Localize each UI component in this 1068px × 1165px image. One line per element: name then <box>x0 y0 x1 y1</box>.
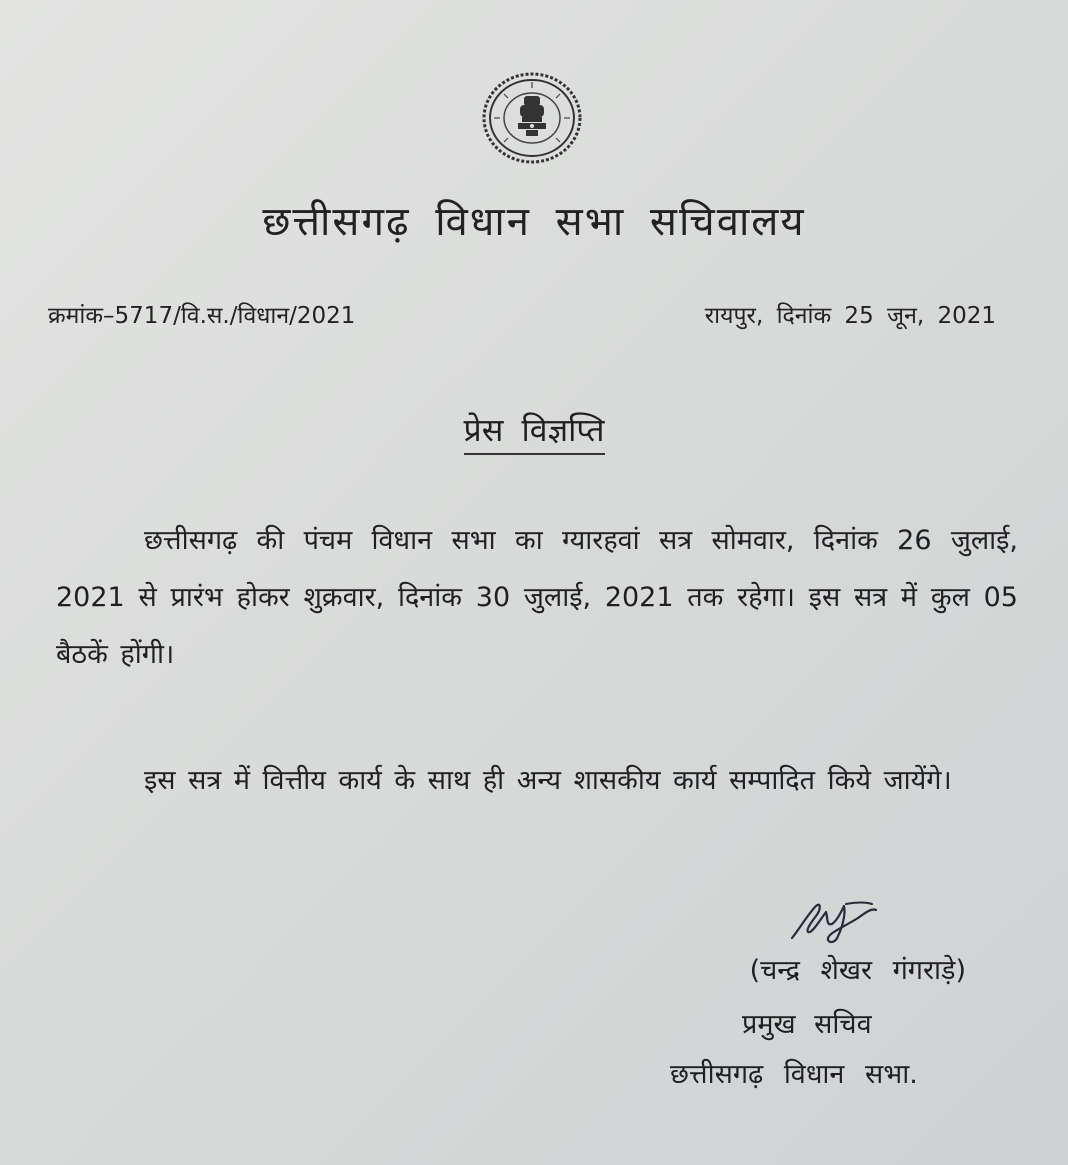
press-release-heading <box>0 408 1068 451</box>
body-paragraph-1 <box>56 512 1018 683</box>
body-paragraph-1-text: छत्तीसगढ़ की पंचम विधान सभा का ग्यारहवां सत्र सोमवार, दिनांक 26 जुलाई, 2021 से प्रारंभ होकर शुक्रवार, दिनांक 30 जुलाई, 2021 तक रहेगा। इस सत्र में कुल 05 बैठकें होंगी। <box>56 525 1018 670</box>
body-paragraph-2-text: इस सत्र में वित्तीय कार्य के साथ ही अन्य शासकीय कार्य सम्पादित किये जायेंगे। <box>144 765 952 796</box>
place-date: रायपुर, दिनांक 25 जून, 2021 <box>704 303 996 329</box>
office-title: छत्तीसगढ़ विधान सभा सचिवालय <box>262 199 806 245</box>
signatory-name: (चन्द्र शेखर गंगराड़े) <box>749 955 966 986</box>
signature-icon <box>786 888 886 948</box>
press-release-heading-text: प्रेस विज्ञप्ति <box>464 411 605 455</box>
reference-number: क्रमांक–5717/वि.स./विधान/2021 <box>48 303 356 329</box>
signatory-organization: छत्तीसगढ़ विधान सभा. <box>670 1059 918 1090</box>
body-paragraph-2 <box>56 752 1018 809</box>
signatory-designation: प्रमुख सचिव <box>742 1009 872 1040</box>
emblem-seal-icon <box>480 70 584 166</box>
